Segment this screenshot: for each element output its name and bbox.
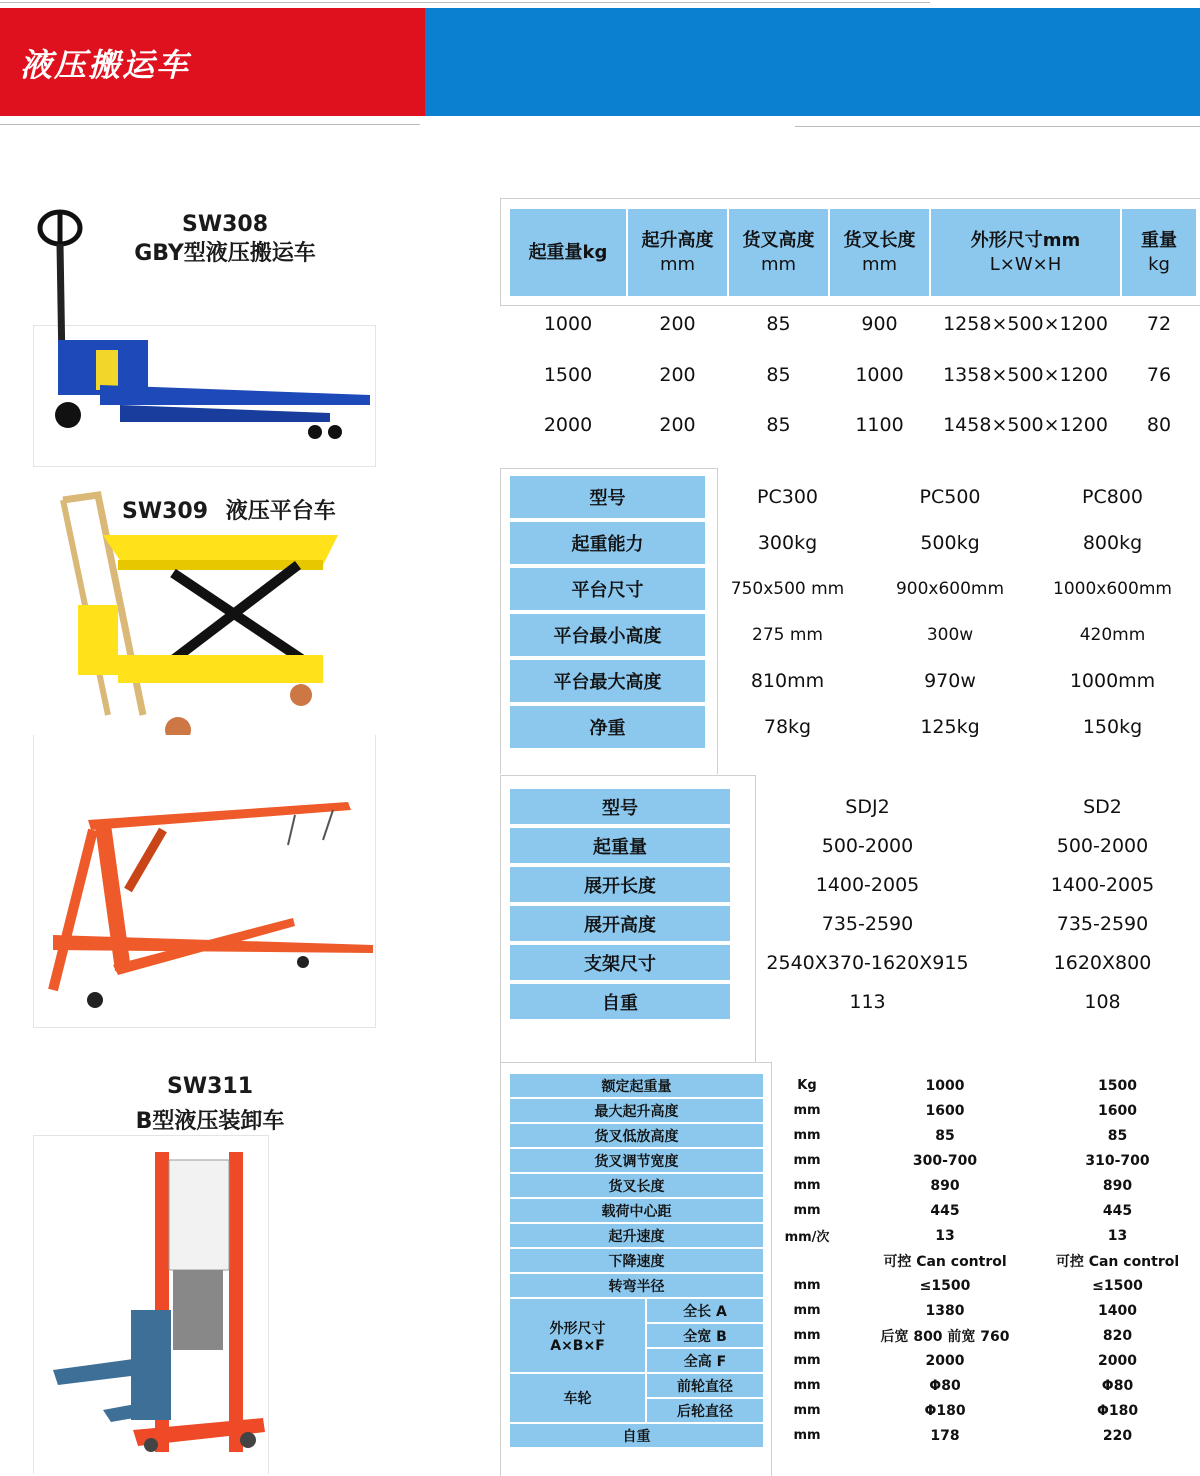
table4-cell: 13 xyxy=(1107,1227,1128,1244)
table4-unit: mm xyxy=(793,1178,821,1193)
group-label-line: A×B×F xyxy=(550,1337,605,1354)
table4-cell: 后宽 800 前宽 760 xyxy=(880,1328,1010,1345)
table4-cell: 1400 xyxy=(1098,1302,1137,1319)
manual-stacker-image xyxy=(33,1140,268,1470)
table1-cell: 85 xyxy=(766,364,791,386)
table2-row-label: 平台尺寸 xyxy=(510,568,705,610)
table4-unit: mm xyxy=(793,1278,821,1293)
table4-cell: 1000 xyxy=(925,1077,965,1094)
table4-group-dimensions xyxy=(510,1299,645,1372)
table4-unit: mm xyxy=(793,1153,821,1168)
table1-header-cell xyxy=(628,209,727,296)
header-line: 重量 xyxy=(1141,229,1177,251)
table2-cell: 150kg xyxy=(1082,716,1143,738)
header-unit: mm xyxy=(861,253,898,275)
table2-cell: 1000mm xyxy=(1069,670,1156,692)
table4-sub-label: 全高 F xyxy=(647,1349,763,1372)
table4-cell: 890 xyxy=(1102,1177,1133,1194)
table4-cell: 1600 xyxy=(925,1102,965,1119)
product-name: 液压平台车 xyxy=(225,499,336,524)
header-unit: mm xyxy=(760,253,797,275)
table1-cell: 1500 xyxy=(543,364,593,386)
table4-cell: 178 xyxy=(930,1427,960,1444)
table4-cell: 445 xyxy=(930,1202,960,1219)
table1-header-cell xyxy=(830,209,929,296)
table1-cell: 85 xyxy=(766,313,791,335)
table4-cell: 1600 xyxy=(1098,1102,1137,1119)
table4-cell: 13 xyxy=(935,1227,955,1244)
group-label-line: 外形尺寸 xyxy=(549,1320,606,1337)
table4-row-label: 下降速度 xyxy=(510,1249,763,1272)
table1-header-cell xyxy=(729,209,828,296)
table4-row-label: 货叉长度 xyxy=(510,1174,763,1197)
table2-cell: PC500 xyxy=(919,486,981,508)
table4-cell: 可控 Can control xyxy=(883,1253,1007,1270)
table4-row-label: 货叉调节宽度 xyxy=(510,1149,763,1172)
table4-cell: 1380 xyxy=(925,1302,965,1319)
table3-cell: 1620X800 xyxy=(1053,951,1152,974)
page-title: 液压搬运车 xyxy=(20,46,191,84)
table4-unit: mm xyxy=(793,1128,821,1143)
table2-cell: 800kg xyxy=(1082,532,1143,554)
table4-cell: ≤1500 xyxy=(919,1277,971,1294)
table1-cell: 1458×500×1200 xyxy=(943,414,1108,436)
product-name: GBY型液压搬运车 xyxy=(134,241,316,266)
table4-sub-label: 全长 A xyxy=(647,1299,763,1322)
header-unit: L×W×H xyxy=(989,253,1062,275)
table2-row-label: 起重能力 xyxy=(510,522,705,564)
table4-unit: mm xyxy=(793,1303,821,1318)
table4-unit xyxy=(778,1249,836,1272)
table4-row-label: 货叉低放高度 xyxy=(510,1124,763,1147)
table3-row-label: 起重量 xyxy=(510,828,730,863)
table2-cell: 300w xyxy=(926,625,974,645)
header-line: 货叉长度 xyxy=(843,229,916,251)
table4-cell: 820 xyxy=(1102,1327,1133,1344)
header-rule-left xyxy=(0,124,420,125)
table4-cell: 445 xyxy=(1102,1202,1133,1219)
table4-cell: Φ180 xyxy=(924,1402,966,1419)
table4-unit: Kg xyxy=(797,1078,817,1093)
table4-row-label: 转弯半径 xyxy=(510,1274,763,1297)
table3-row-label: 展开高度 xyxy=(510,906,730,941)
engine-crane-image xyxy=(33,790,378,1025)
table2-cell: 1000x600mm xyxy=(1053,579,1172,599)
table4-row-label: 自重 xyxy=(510,1424,763,1447)
table2-cell: PC300 xyxy=(757,486,818,508)
table4-unit: mm/次 xyxy=(784,1230,830,1245)
product-name: B型液压装卸车 xyxy=(135,1109,285,1134)
table1-cell: 200 xyxy=(659,364,696,386)
header-unit: mm xyxy=(659,253,696,275)
table3-cell: 735-2590 xyxy=(821,912,914,935)
header-rule-right xyxy=(795,126,1200,127)
table3-cell: 113 xyxy=(849,990,886,1013)
product-model: SW311 xyxy=(166,1074,254,1099)
table4-cell: 310-700 xyxy=(1085,1152,1150,1169)
table4-row-label: 最大起升高度 xyxy=(510,1099,763,1122)
table4-cell: 220 xyxy=(1102,1427,1133,1444)
table4-sub-label: 后轮直径 xyxy=(647,1399,763,1422)
table2-cell: 810mm xyxy=(750,670,825,692)
table4-row-label: 起升速度 xyxy=(510,1224,763,1247)
table3-row-label: 展开长度 xyxy=(510,867,730,902)
table2-cell: 900x600mm xyxy=(895,579,1005,599)
table1-cell: 1000 xyxy=(855,364,904,386)
platform-truck-image xyxy=(33,485,373,755)
table3-cell: 1400-2005 xyxy=(1050,873,1155,896)
table3-row-label: 自重 xyxy=(510,984,730,1019)
table4-cell: 2000 xyxy=(925,1352,965,1369)
table3-cell: SDJ2 xyxy=(845,795,890,818)
table4-cell: Φ180 xyxy=(1096,1402,1139,1419)
table3-cell: 735-2590 xyxy=(1056,912,1149,935)
table1-cell: 900 xyxy=(861,313,898,335)
table2-cell: 970w xyxy=(924,670,976,692)
table4-row-label: 额定起重量 xyxy=(510,1074,763,1097)
table2-cell: 500kg xyxy=(920,532,980,554)
table3-cell: 108 xyxy=(1084,990,1121,1013)
table1-cell: 1258×500×1200 xyxy=(943,313,1108,335)
header-line: 起重量kg xyxy=(528,241,608,263)
table4-unit: mm xyxy=(793,1328,821,1343)
table3-cell: SD2 xyxy=(1083,795,1122,818)
table1-cell: 1358×500×1200 xyxy=(943,364,1108,386)
table2-cell: 750x500 mm xyxy=(730,579,845,599)
header-unit: kg xyxy=(1148,253,1170,275)
table1-cell: 200 xyxy=(659,414,696,436)
table4-unit: mm xyxy=(793,1353,821,1368)
product-model: SW308 xyxy=(181,212,269,237)
product-title-sw311 xyxy=(80,1072,340,1136)
table1-cell: 2000 xyxy=(543,414,593,436)
table2-cell: 275 mm xyxy=(752,625,823,645)
table4-unit: mm xyxy=(793,1428,821,1443)
table1-header-cell xyxy=(510,209,626,296)
product-model: SW309 xyxy=(122,499,209,524)
header-blue-band xyxy=(425,8,1200,116)
table3-row-label: 支架尺寸 xyxy=(510,945,730,980)
table4-cell: 85 xyxy=(1107,1127,1128,1144)
table1-header-cell xyxy=(931,209,1120,296)
table4-cell: Φ80 xyxy=(929,1377,961,1394)
table4-unit: mm xyxy=(793,1403,821,1418)
table4-cell: Φ80 xyxy=(1101,1377,1134,1394)
top-rule xyxy=(0,2,930,3)
table4-sub-label: 全宽 B xyxy=(647,1324,763,1347)
table4-cell: 可控 Can control xyxy=(1055,1253,1180,1270)
table2-cell: 125kg xyxy=(920,716,980,738)
table4-cell: 1500 xyxy=(1098,1077,1137,1094)
table3-cell: 500-2000 xyxy=(821,834,914,857)
header-line: 货叉高度 xyxy=(742,229,815,251)
table3-cell: 1400-2005 xyxy=(815,873,920,896)
table4-cell: 300-700 xyxy=(912,1152,978,1169)
table4-unit: mm xyxy=(793,1103,821,1118)
table4-cell: ≤1500 xyxy=(1092,1277,1143,1294)
table1-cell: 76 xyxy=(1146,364,1172,386)
table1-cell: 80 xyxy=(1146,414,1172,436)
table3-row-label: 型号 xyxy=(510,789,730,824)
table3-cell: 2540X370-1620X915 xyxy=(766,951,969,974)
table1-cell: 72 xyxy=(1146,313,1172,335)
table2-row-label: 型号 xyxy=(510,476,705,518)
table1-cell: 200 xyxy=(659,313,696,335)
table1-header-cell xyxy=(1122,209,1196,296)
table1-cell: 1000 xyxy=(543,313,593,335)
table2-row-label: 平台最小高度 xyxy=(510,614,705,656)
table2-cell: 300kg xyxy=(757,532,818,554)
table2-cell: 420mm xyxy=(1079,625,1146,645)
table1-cell: 1100 xyxy=(855,414,904,436)
table2-cell: 78kg xyxy=(763,716,812,738)
table4-row-label: 载荷中心距 xyxy=(510,1199,763,1222)
table4-cell: 2000 xyxy=(1098,1352,1137,1369)
header-line: 外形尺寸mm xyxy=(970,229,1081,251)
table2-row-label: 净重 xyxy=(510,706,705,748)
table4-sub-label: 前轮直径 xyxy=(647,1374,763,1397)
table2-cell: PC800 xyxy=(1082,486,1143,508)
table4-group-wheels: 车轮 xyxy=(510,1374,645,1422)
table2-row-label: 平台最大高度 xyxy=(510,660,705,702)
table3-cell: 500-2000 xyxy=(1056,834,1149,857)
pallet-jack-image xyxy=(30,200,380,450)
table4-cell: 85 xyxy=(935,1127,955,1144)
table4-cell: 890 xyxy=(930,1177,960,1194)
table4-unit: mm xyxy=(793,1203,821,1218)
table1-cell: 85 xyxy=(766,414,791,436)
header-line: 起升高度 xyxy=(641,229,714,251)
table4-unit: mm xyxy=(793,1378,821,1393)
